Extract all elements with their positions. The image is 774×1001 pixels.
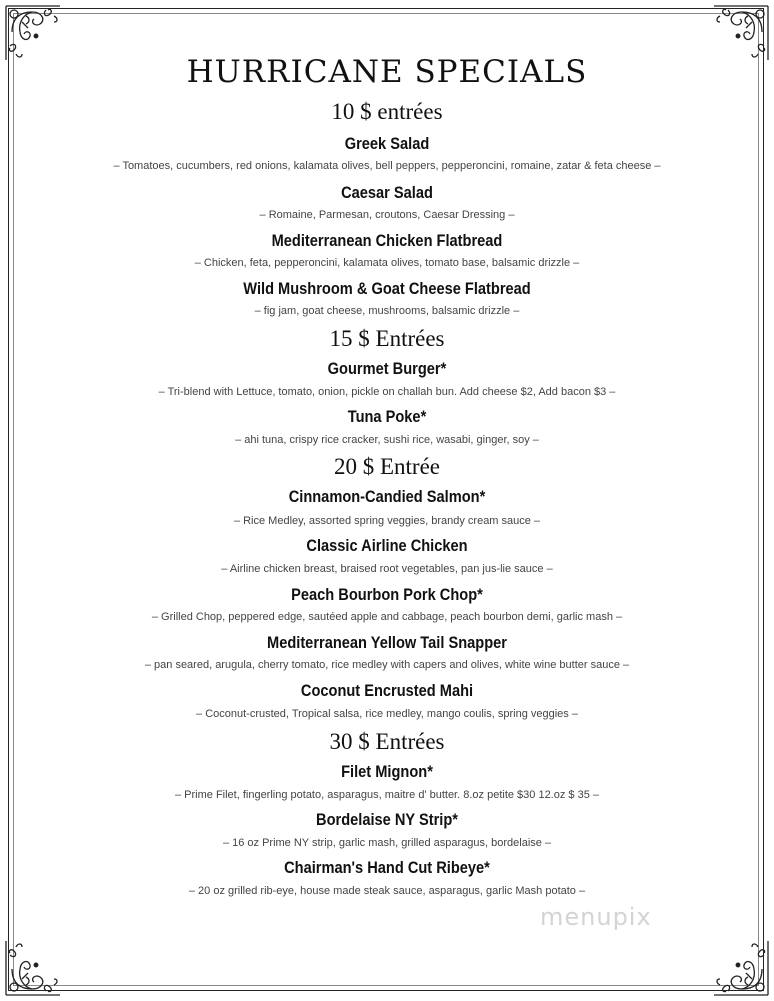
watermark: menupix <box>540 903 652 931</box>
section-heading: 10 $ entrées <box>331 99 443 124</box>
menu-item-description: – 20 oz grilled rib-eye, house made steak sauce, asparagus, garlic Mash potato – <box>188 885 586 897</box>
section-heading: 30 $ Entrées <box>329 729 445 754</box>
menu-item-name: Chairman's Hand Cut Ribeye* <box>284 858 490 877</box>
menu-item-name: Gourmet Burger* <box>327 359 447 378</box>
menu-item-description: – pan seared, arugula, cherry tomato, rice medley with capers and olives, white wine butter sauce – <box>144 659 630 671</box>
menu-item-description: – Romaine, Parmesan, croutons, Caesar Dressing – <box>259 209 515 221</box>
menu-item-description: – Rice Medley, assorted spring veggies, brandy cream sauce – <box>233 515 541 527</box>
menu-item-description: – Airline chicken breast, braised root vegetables, pan jus-lie sauce – <box>221 563 553 575</box>
ornament-corner-icon <box>710 937 772 999</box>
menu-item-description: – Prime Filet, fingerling potato, asparagus, maitre d' butter. 8.oz petite $30 12.oz $ 35 – <box>174 789 599 801</box>
menu-item-name: Caesar Salad <box>341 183 433 202</box>
menu-item-description: – fig jam, goat cheese, mushrooms, balsamic drizzle – <box>254 305 520 317</box>
menu-item-name: Mediterranean Chicken Flatbread <box>271 231 503 250</box>
menu-item-name: Mediterranean Yellow Tail Snapper <box>267 633 507 652</box>
menu-item-description: – Chicken, feta, pepperoncini, kalamata olives, tomato base, balsamic drizzle – <box>194 257 580 269</box>
menu-item-name: Wild Mushroom & Goat Cheese Flatbread <box>243 279 531 298</box>
menu-item-description: – 16 oz Prime NY strip, garlic mash, grilled asparagus, bordelaise – <box>222 837 552 849</box>
menu-item-name: Filet Mignon* <box>341 762 433 781</box>
menu-item-description: – Grilled Chop, peppered edge, sautéed apple and cabbage, peach bourbon demi, garlic mash – <box>151 611 623 623</box>
menu-item-name: Cinnamon-Candied Salmon* <box>288 487 486 506</box>
menu-item-name: Peach Bourbon Pork Chop* <box>291 585 483 604</box>
menu-item-name: Coconut Encrusted Mahi <box>300 681 474 700</box>
menu-item-description: – Tomatoes, cucumbers, red onions, kalamata olives, bell peppers, pepperoncini, romaine, zatar & feta cheese – <box>113 160 661 172</box>
section-heading: 15 $ Entrées <box>329 326 445 351</box>
menu-item-name: Tuna Poke* <box>347 407 427 426</box>
menu-item-name: Bordelaise NY Strip* <box>316 810 458 829</box>
menu-item-description: – Tri-blend with Lettuce, tomato, onion, pickle on challah bun. Add cheese $2, Add bacon $3 – <box>158 386 616 398</box>
menu-item-description: – ahi tuna, crispy rice cracker, sushi rice, wasabi, ginger, soy – <box>235 434 539 446</box>
menu-item-name: Greek Salad <box>344 134 430 153</box>
menu-item-description: – Coconut-crusted, Tropical salsa, rice medley, mango coulis, spring veggies – <box>196 708 578 720</box>
section-heading: 20 $ Entrée <box>333 454 440 479</box>
page-title: HURRICANE SPECIALS <box>186 54 588 90</box>
ornament-corner-icon <box>2 937 64 999</box>
menu-item-name: Classic Airline Chicken <box>306 536 468 555</box>
